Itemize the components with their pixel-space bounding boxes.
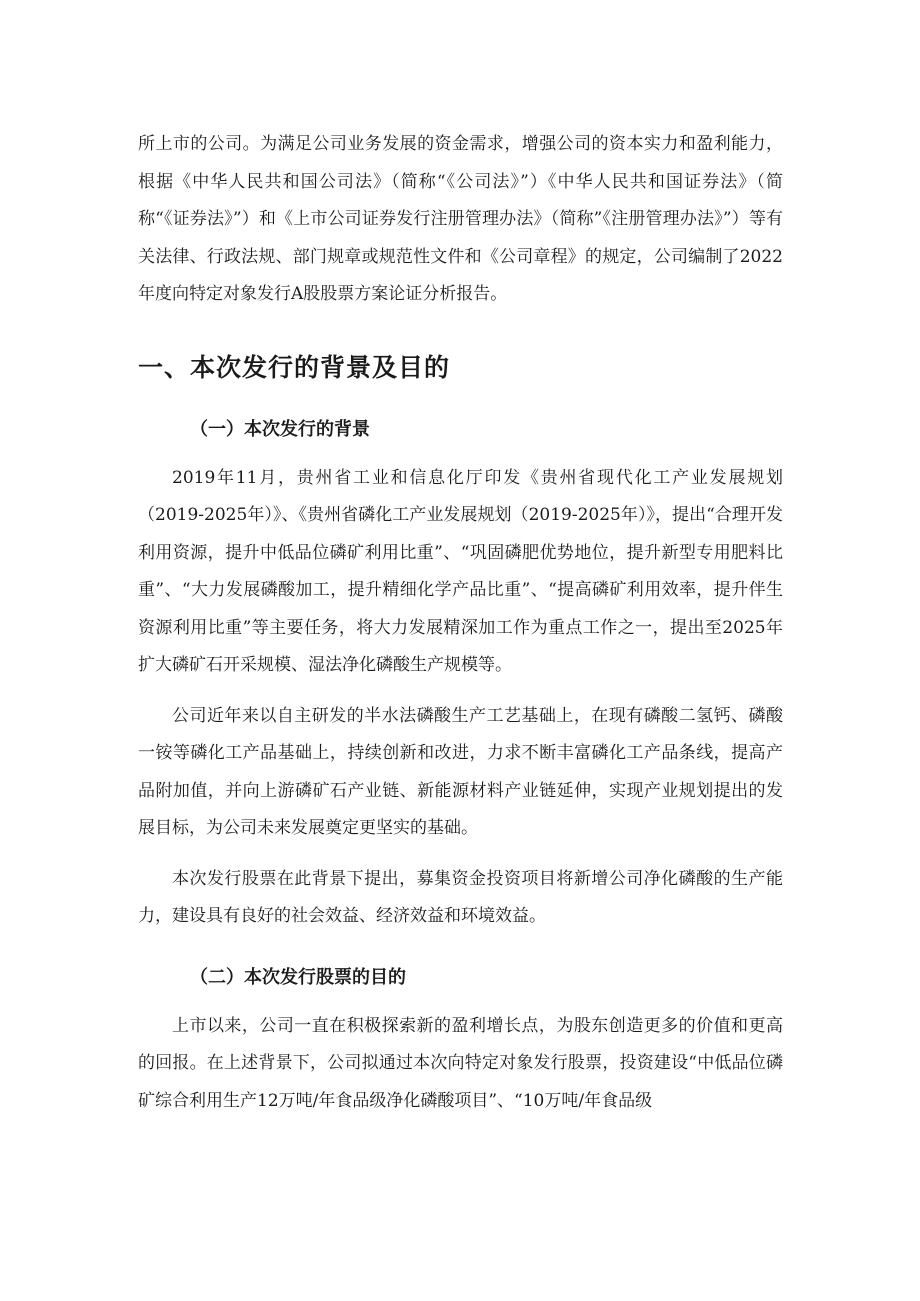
background-paragraph-company: 公司近年来以自主研发的半水法磷酸生产工艺基础上，在现有磷酸二氢钙、磷酸一铵等磷化工产品基础上，持续创新和改进，力求不断丰富磷化工产品条线，提高产品附加值，并向上游磷矿石产业链、新能源材料产业链延伸，实现产业规划提出的发展目标，为公司未来发展奠定更坚实的基础。 (138, 705, 783, 838)
background-paragraph-offering: 本次发行股票在此背景下提出，募集资金投资项目将新增公司净化磷酸的生产能力，建设具有良好的社会效益、经济效益和环境效益。 (138, 868, 783, 926)
subsection-heading-background: （一）本次发行的背景 (190, 418, 370, 440)
document-page (138, 126, 783, 1120)
purpose-paragraph: 上市以来，公司一直在积极探索新的盈利增长点，为股东创造更多的价值和更高的回报。在上述背景下，公司拟通过本次向特定对象发行股票，投资建设“中低品位磷矿综合利用生产12万吨/年食品级净化磷酸项目”、“10万吨/年食品级 (138, 1015, 783, 1111)
section-heading-background-purpose: 一、本次发行的背景及目的 (138, 352, 451, 382)
background-paragraph-policy: 2019年11月，贵州省工业和信息化厅印发《贵州省现代化工产业发展规划（2019-2025年）》、《贵州省磷化工产业发展规划（2019-2025年）》，提出“合理开发利用资源，提升中低品位磷矿利用比重”、“巩固磷肥优势地位，提升新型专用肥料比重”、“大力发展磷酸加工，提升精细化学产品比重”、“提高磷矿利用效率，提升伴生资源利用比重”等主要任务，将大力发展精深加工作为重点工作之一，提出至2025年扩大磷矿石开采规模、湿法净化磷酸生产规模等。 (138, 467, 783, 675)
intro-paragraph: 所上市的公司。为满足公司业务发展的资金需求，增强公司的资本实力和盈利能力，根据《中华人民共和国公司法》（简称“《公司法》”）《中华人民共和国证券法》（简称“《证券法》”）和《上市公司证券发行注册管理办法》（简称”《注册管理办法》”）等有关法律、行政法规、部门规章或规范性文件和《公司章程》的规定，公司编制了2022年度向特定对象发行A股股票方案论证分析报告。 (138, 134, 783, 304)
subsection-heading-purpose: （二）本次发行股票的目的 (190, 966, 406, 988)
